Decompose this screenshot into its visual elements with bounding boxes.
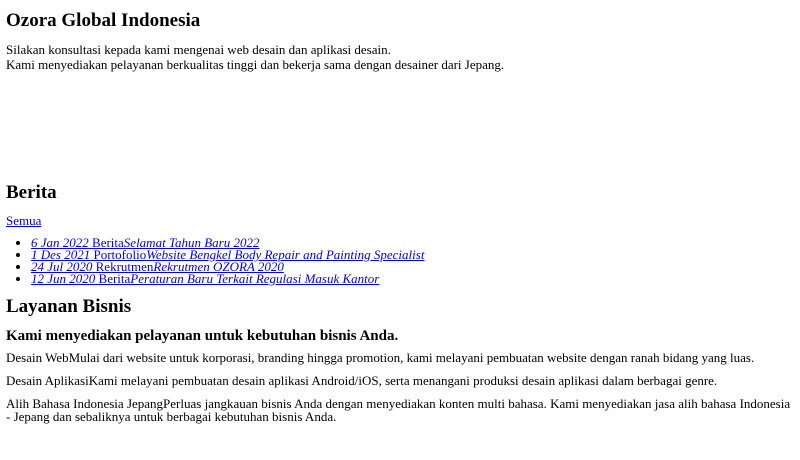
news-item-category: Berita bbox=[98, 271, 131, 286]
service-paragraph bbox=[6, 374, 794, 387]
view-all-row bbox=[6, 214, 794, 228]
news-heading: Berita bbox=[6, 182, 57, 203]
view-all-link[interactable]: Semua bbox=[6, 213, 42, 228]
news-item-category: Berita bbox=[92, 235, 124, 250]
news-item-date: 1 Des 2021 bbox=[31, 247, 91, 262]
news-item-title: Website Bengkel Body Repair and Painting Specialist bbox=[146, 247, 425, 262]
news-item-date: 12 Jun 2020 bbox=[31, 271, 96, 286]
carousel-placeholder bbox=[6, 72, 794, 182]
service-description: Kami melayani pembuatan desain aplikasi Android/iOS, serta menangani produksi desain aplikasi dalam berbagai genre. bbox=[88, 373, 718, 388]
news-item-date: 6 Jan 2022 bbox=[31, 235, 89, 250]
services-subheading: Kami menyediakan pelayanan untuk kebutuhan bisnis Anda. bbox=[6, 328, 399, 344]
news-item-category: Rekrutmen bbox=[95, 259, 154, 274]
service-name: Alih Bahasa Indonesia Jepang bbox=[6, 396, 164, 411]
intro-line-2: Kami menyediakan pelayanan berkualitas tinggi dan bekerja sama dengan desainer dari Jepang. bbox=[6, 57, 505, 72]
services-heading: Layanan Bisnis bbox=[6, 296, 132, 317]
service-paragraph bbox=[6, 351, 794, 364]
service-description: Mulai dari website untuk korporasi, branding hingga promotion, kami melayani pembuatan website dengan ranah bidang yang luas. bbox=[68, 350, 755, 365]
service-description: Perluas jangkauan bisnis Anda dengan menyediakan konten multi bahasa. Kami menyediakan jasa alih bahasa Indonesia - Jepang dan sebaliknya untuk berbagai kebutuhan bisnis Anda. bbox=[6, 396, 791, 424]
news-list-item bbox=[31, 273, 794, 285]
service-paragraph bbox=[6, 397, 794, 423]
news-item-title: Selamat Tahun Baru 2022 bbox=[123, 235, 260, 250]
page-title: Ozora Global Indonesia bbox=[6, 10, 201, 31]
news-list bbox=[6, 237, 794, 285]
service-name: Desain Web bbox=[6, 350, 69, 365]
news-item-title: Peraturan Baru Terkait Regulasi Masuk Kantor bbox=[130, 271, 380, 286]
intro-line-1: Silakan konsultasi kepada kami mengenai web desain dan aplikasi desain. bbox=[6, 42, 391, 57]
news-item-category: Portofolio bbox=[93, 247, 147, 262]
intro-text bbox=[6, 42, 794, 72]
service-name: Desain Aplikasi bbox=[6, 373, 89, 388]
news-item-title: Rekrutmen OZORA 2020 bbox=[153, 259, 284, 274]
page bbox=[0, 10, 800, 423]
news-item-date: 24 Jul 2020 bbox=[31, 259, 93, 274]
news-item-link[interactable] bbox=[31, 271, 379, 286]
